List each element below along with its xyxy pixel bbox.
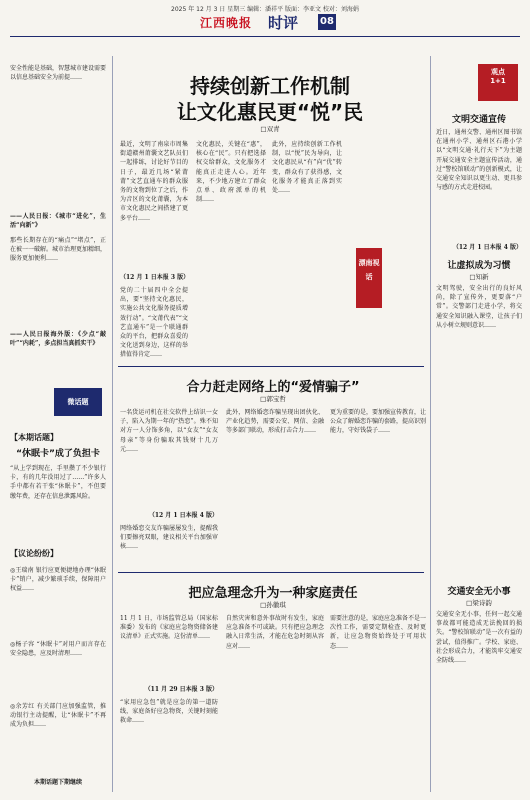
article-2-col-3: 更为重要的是，要加强宣传教育，让公众了解婚恋诈骗的套路，提高识别能力，守好钱袋子…… — [330, 409, 426, 435]
sub-body: “从上学到现在，手里攒了不少银行卡，有的几年没用过了……”许多人手中都有若干张“休眠卡”，不但要缴年费，还存在信息泄露风险。 — [10, 465, 106, 500]
main-title-line-2: 让文化惠民更“悦”民 — [176, 100, 364, 124]
article-2-title: 合力赶走网络上的“爱情骗子” — [186, 380, 360, 395]
sub-title: 【本期话题】 — [10, 433, 58, 442]
right-head-2: 让虚拟成为习惯 — [447, 261, 511, 271]
main-byline: □双青 — [260, 125, 280, 133]
article-3-byline: □孙徽琪 — [260, 601, 286, 609]
weitopic-tag: 微话题 — [54, 388, 102, 416]
sub-headline: “休眠卡”成了负担卡 — [16, 449, 100, 459]
southern-talk-tag: 漂南视话 — [356, 248, 382, 308]
article-3-col-2: 自然灾害和意外事故时有发生，家庭应急准备不可或缺。只有把应急理念融入日常生活，才能在危急时刻从容应对…… — [226, 615, 324, 650]
main-col-3: 文化惠民，关键在“惠”，核心在“民”。只有把选择权交给群众，文化服务才能真正走进人心。近年来，不少地方建立了群众点单、政府派单的机制…… — [196, 141, 266, 204]
sub-body-4: ◎余芳红 有关部门应加强监管，推动银行主动提醒，让“休眠卡”不再成为负担…… — [10, 703, 106, 729]
article-2-col-2: 此外，网络婚恋诈骗呈现出团伙化、产业化趋势，需要公安、网信、金融等多部门联动，形成打击合力…… — [226, 409, 324, 435]
viewpoint-tag-label: 观点 — [491, 68, 505, 76]
article-3-top-rule — [118, 572, 424, 573]
article-2-top-rule — [118, 366, 424, 367]
sub-body-3: ◎杨子容 “休眠卡”对用户而言存在安全隐患，应及时清理…… — [10, 641, 106, 658]
right-head-1: 文明交通宣传 — [451, 115, 506, 125]
page-number: 08 — [318, 14, 336, 30]
sub-body-2: ◎王瑞南 银行应更便捷地办理“休眠卡”销户，减少繁琐手续，保障用户权益…… — [10, 567, 106, 593]
article-3-col-1-source: （11 月 29 日本报 3 版） — [144, 686, 218, 693]
viewpoint-tag-sub: 1+1 — [490, 77, 506, 85]
left-quote-source: ——人民日报：《城市“进化”，生活“向新”》 — [10, 213, 106, 230]
column-divider-right — [430, 56, 431, 792]
article-3-col-1: 11 月 1 日，市场监管总局（国家标准委）发布的《家庭应急物资储备建议清单》正式实施。这份清单…… — [120, 615, 218, 641]
right-byline-3: □梁诗韵 — [466, 599, 492, 607]
article-3-col-3: 需要注意的是，家庭应急准备不是一次性工作，需要定期检查、及时更新，让应急物资始终处于可用状态…… — [330, 615, 426, 650]
sub-footer: 本期话题下期继续 — [33, 779, 82, 786]
article-2-col-1: 一名货运司机在社交软件上结识一女子，陷入为期一年的“热恋”。殊不知对方一人分饰多角，以“女友”“女友母亲”等身份骗取其钱财十几万元…… — [120, 409, 218, 453]
section-title: 时评 — [268, 14, 299, 32]
header-rule — [10, 36, 520, 37]
right-body-2: 文明驾驶，安全出行的良好风尚，除了宣传外，更要落“户常”。交警部门走进小学，将交通安全知识融入课堂，让孩子们从小树立规则意识…… — [436, 285, 522, 329]
main-col-4: 此外，应持续创新工作机制，以“悦”民为导向，让文化惠民从“有”向“优”转变，群众有了获得感，文化服务才能真正落到实处…… — [272, 141, 342, 195]
header-info: 2025 年 12 月 3 日 星期三 编辑：潘祥平 版面：李亚文 校对：刘海娟 — [171, 6, 359, 13]
article-2-col-1-b: 网络婚恋交友诈骗屡屡发生，提醒我们要擦亮双眼，建议相关平台加强审核…… — [120, 525, 218, 551]
main-col-2: 党的二十届四中全会提出，要“坚持文化惠民，实施公共文化服务提质增效行动”。“文莆代表”“文艺直通车”是一个联通群众的平台，把群众喜爱的文化送到身边，这样的举措值得肯定…… — [120, 287, 188, 359]
column-divider-left — [112, 56, 113, 792]
main-title-line-1: 持续创新工作机制 — [190, 74, 350, 98]
left-quote-source-2: ——人民日报海外版：《少点“敲叶”“内耗”，多点担当真抓实干》 — [10, 331, 106, 348]
left-intro-2: 那些长期存在的“痛点”“堵点”，正在被一一破解。城市治理更加精细，服务更加便利…… — [10, 237, 106, 263]
newspaper-brand: 江西晚报 — [200, 16, 253, 30]
article-2-byline: □郭宝哲 — [260, 395, 286, 403]
article-2-col-1-source: （12 月 1 日本报 4 版） — [148, 512, 218, 519]
right-byline-2: □知新 — [469, 273, 489, 281]
right-body-3: 交通安全无小事，任何一起交通事故都可能造成无法挽回的损失。“警校馆联动”是一次有益的尝试，值得推广。学校、家庭、社会形成合力，才能筑牢交通安全防线…… — [436, 611, 522, 665]
article-3-title: 把应急理念升为一种家庭责任 — [188, 586, 358, 601]
right-body-1: 近日，通州交警、通州区图书馆在通州小学、通州区石港小学以“文明交通·礼行天下”为主题开展交通安全主题宣传活动，通过“警校馆联动”的创新模式，让交通安全知识以更生动、更具参与感的方式走进校园。 — [436, 129, 522, 192]
right-source-1: （12 月 1 日本报 4 版） — [452, 244, 522, 251]
viewpoint-tag — [478, 64, 518, 101]
sub-title-2: 【议论纷纷】 — [10, 549, 58, 558]
left-intro: 安全性能是基础，智慧城市建设需要以信息基础安全为前提…… — [10, 65, 106, 82]
main-col-1: 最近，文明了南泉市周集街道赣州莆囊文艺队员们一起排练，讨论好节目的日子，最近几场“紧莆莆”文艺直通车的群众服务的文物到位了之后，作为音区的文化莆囊，为本市文化惠民之间搭建了更多平台…… — [120, 141, 188, 222]
main-col-1-source: （12 月 1 日本报 3 版） — [120, 274, 190, 281]
article-3-col-1-b: “家用应急包”就是应急的第一道防线，家庭备好应急物资，关键时刻能救命…… — [120, 699, 218, 725]
right-head-3: 交通安全无小事 — [447, 587, 511, 597]
